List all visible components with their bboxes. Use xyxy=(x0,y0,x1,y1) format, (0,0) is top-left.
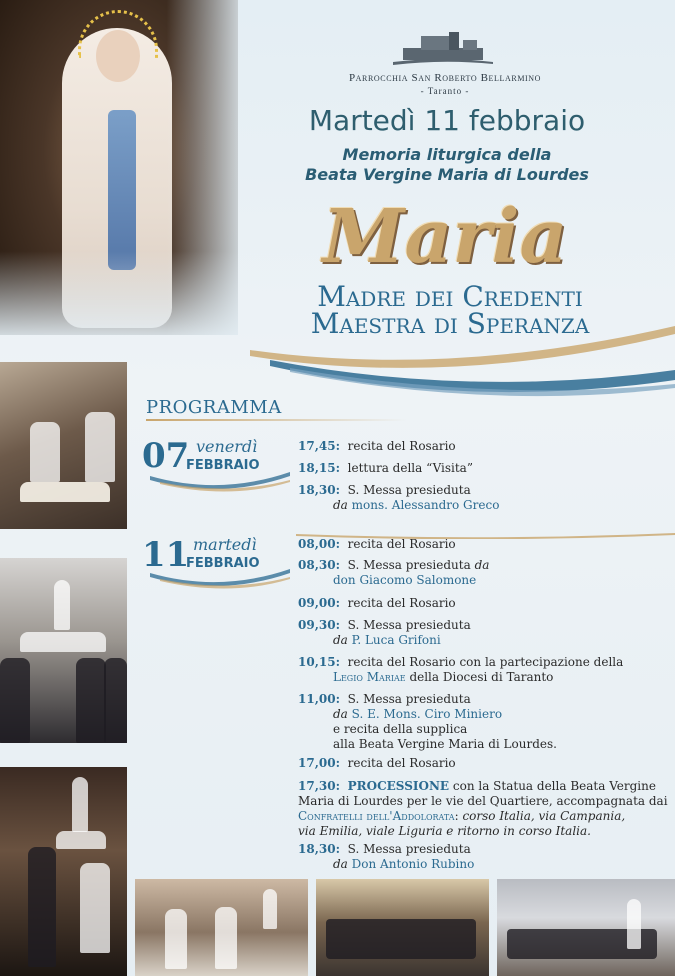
programma-heading: PROGRAMMA xyxy=(146,397,282,418)
event-row: 09,30: S. Messa presieduta da P. Luca Grifoni xyxy=(298,618,471,647)
church-interior-photo xyxy=(497,879,675,976)
maria-title: Maria xyxy=(322,194,568,280)
day1-swoosh-icon xyxy=(150,470,290,492)
decorative-swoosh-icon xyxy=(250,318,675,418)
madonna-statue-photo xyxy=(0,0,238,335)
clergy-photo xyxy=(135,879,308,976)
day2-number: 11 xyxy=(142,535,190,575)
event-row: 17,00: recita del Rosario xyxy=(298,756,456,770)
day1-weekday: venerdì xyxy=(196,437,258,456)
night-procession-photo xyxy=(0,767,127,976)
statue-procession-indoor-photo xyxy=(0,558,127,743)
parish-name: Parrocchia San Roberto Bellarmino xyxy=(348,72,542,84)
event-row: 18,15: lettura della “Visita” xyxy=(298,461,473,475)
memoria-subtitle: Memoria liturgica della Beata Vergine Maria di Lourdes xyxy=(305,145,589,184)
event-row: 08,00: recita del Rosario xyxy=(298,537,456,551)
event-row: 11,00: S. Messa presieduta da S. E. Mons. Ciro Miniero e recita della supplica alla Beata Vergine Maria di Lourdes. xyxy=(298,692,557,751)
event-row: 08,30: S. Messa presieduta da don Giacomo Salomone xyxy=(298,558,490,587)
madre-dei-credenti-title: Madre dei Credenti xyxy=(317,280,583,313)
event-row: 18,30: S. Messa presieduta da Don Antonio Rubino xyxy=(298,842,475,871)
event-row: 18,30: S. Messa presieduta da mons. Alessandro Greco xyxy=(298,483,500,512)
parish-city: - Taranto - xyxy=(420,86,470,96)
programma-underline xyxy=(146,419,406,421)
day2-month: FEBBRAIO xyxy=(186,556,260,571)
day1-month: FEBBRAIO xyxy=(186,458,260,473)
day2-weekday: martedì xyxy=(193,535,257,554)
day1-number: 07 xyxy=(142,436,190,476)
event-row: 10,15: recita del Rosario con la partecipazione della Legio Mariae della Diocesi di Taranto xyxy=(298,655,624,684)
day2-swoosh-icon xyxy=(150,567,290,589)
congregation-photo xyxy=(316,879,489,976)
maestra-di-speranza-title: Maestra di Speranza xyxy=(310,307,590,340)
church-logo-icon xyxy=(393,30,493,68)
event-row: 17,45: recita del Rosario xyxy=(298,439,456,453)
event-date-title: Martedì 11 febbraio xyxy=(308,104,586,137)
mass-celebration-photo xyxy=(0,362,127,529)
event-row: 09,00: recita del Rosario xyxy=(298,596,456,610)
event-row: 17,30: PROCESSIONE con la Statua della Beata Vergine Maria di Lourdes per le vie del Quartiere, accompagnata dai Confratelli dell'Addolorata: corso Italia, via Campania, via Emilia, viale Liguria e ritorno in corso Italia. xyxy=(298,779,668,838)
